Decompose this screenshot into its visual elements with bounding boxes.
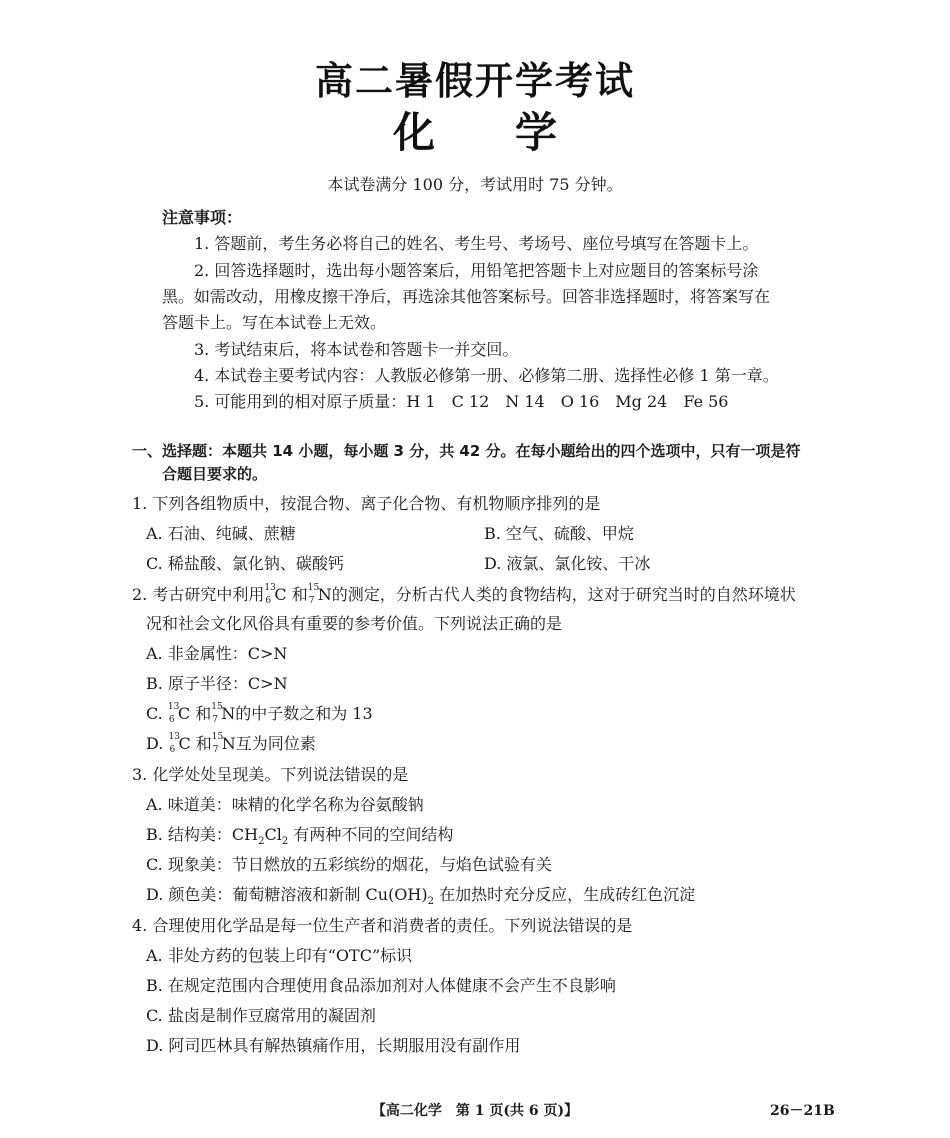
subject-title: [0, 100, 950, 160]
note-2-line-2: 黑。如需改动，用橡皮擦干净后，再选涂其他答案标号。回答非选择题时，将答案写在: [162, 287, 771, 306]
section-heading-line-1: 一、选择题：本题共 14 小题，每小题 3 分，共 42 分。在每小题给出的四个选项中，只有一项是符: [132, 442, 801, 460]
q2-option-b: B. 原子半径：C>N: [146, 674, 288, 693]
note-3: 3. 考试结束后，将本试卷和答题卡一并交回。: [194, 340, 519, 359]
exam-code: 26－21B: [770, 1103, 835, 1119]
q3-stem: 3. 化学处处呈现美。下列说法错误的是: [132, 765, 409, 784]
q3-option-b: B. 结构美：$CH_2Cl_2$ 有两种不同的空间结构: [146, 825, 454, 847]
q4-option-b: B. 在规定范围内合理使用食品添加剂对人体健康不会产生不良影响: [146, 976, 616, 995]
exam-info: 本试卷满分 100 分，考试用时 75 分钟。: [327, 175, 623, 194]
q4-option-a: A. 非处方药的包装上印有“OTC”标识: [146, 946, 413, 965]
note-2-line-1: 2. 回答选择题时，选出每小题答案后，用铅笔把答题卡上对应题目的答案标号涂: [194, 261, 759, 280]
page-footer: 【高二化学 第 1 页(共 6 页)】: [371, 1103, 579, 1119]
q3-option-c: C. 现象美：节日燃放的五彩缤纷的烟花，与焰色试验有关: [146, 855, 552, 874]
note-5: 5. 可能用到的相对原子质量：H 1 C 12 N 14 O 16 Mg 24 Fe 56: [194, 392, 729, 411]
q1-option-a: A. 石油、纯碱、蔗糖: [146, 524, 296, 543]
note-1: 1. 答题前，考生务必将自己的姓名、考生号、考场号、座位号填写在答题卡上。: [194, 234, 759, 253]
q3-option-a: A. 味道美：味精的化学名称为谷氨酸钠: [146, 795, 424, 814]
q1-option-c: C. 稀盐酸、氯化钠、碳酸钙: [146, 554, 344, 573]
q1-option-b: B. 空气、硫酸、甲烷: [484, 524, 634, 543]
q4-stem: 4. 合理使用化学品是每一位生产者和消费者的责任。下列说法错误的是: [132, 916, 633, 935]
q2-stem-line-2: 况和社会文化风俗具有重要的参考价值。下列说法正确的是: [146, 614, 563, 633]
q2-option-c: C. 13 6 C 和 15 7 N的中子数之和为 13: [146, 701, 373, 725]
subject-char-2: 学: [515, 108, 558, 157]
q1-stem: 1. 下列各组物质中，按混合物、离子化合物、有机物顺序排列的是: [132, 494, 601, 513]
notes-heading: 注意事项：: [162, 208, 243, 227]
q2-option-a: A. 非金属性：C>N: [146, 644, 288, 663]
q3-option-d: D. 颜色美：葡萄糖溶液和新制 $Cu(OH)_2$ 在加热时充分反应，生成砖红色沉淀: [146, 885, 696, 907]
exam-title: 高二暑假开学考试: [314, 59, 635, 103]
q2-stem-line-1: 2. 考古研究中利用 13 6 C 和 15 7 N的测定，分析古代人类的食物结构，这对于研究当时的自然环境状: [132, 582, 796, 606]
nitrogen-15-isotope: 15 7: [307, 582, 320, 606]
q2-option-d: D. 13 6 C 和 15 7 N互为同位素: [146, 731, 316, 755]
q4-option-d: D. 阿司匹林具有解热镇痛作用，长期服用没有副作用: [146, 1036, 521, 1055]
subject-char-1: 化: [392, 108, 435, 157]
note-2-line-3: 答题卡上。写在本试卷上无效。: [162, 313, 387, 332]
carbon-13-isotope: 13 6: [264, 582, 276, 606]
section-heading-line-2: 合题目要求的。: [162, 465, 268, 483]
note-4: 4. 本试卷主要考试内容：人教版必修第一册、必修第二册、选择性必修 1 第一章。: [194, 366, 779, 385]
q1-option-d: D. 液氯、氯化铵、干冰: [484, 554, 651, 573]
q4-option-c: C. 盐卤是制作豆腐常用的凝固剂: [146, 1006, 376, 1025]
